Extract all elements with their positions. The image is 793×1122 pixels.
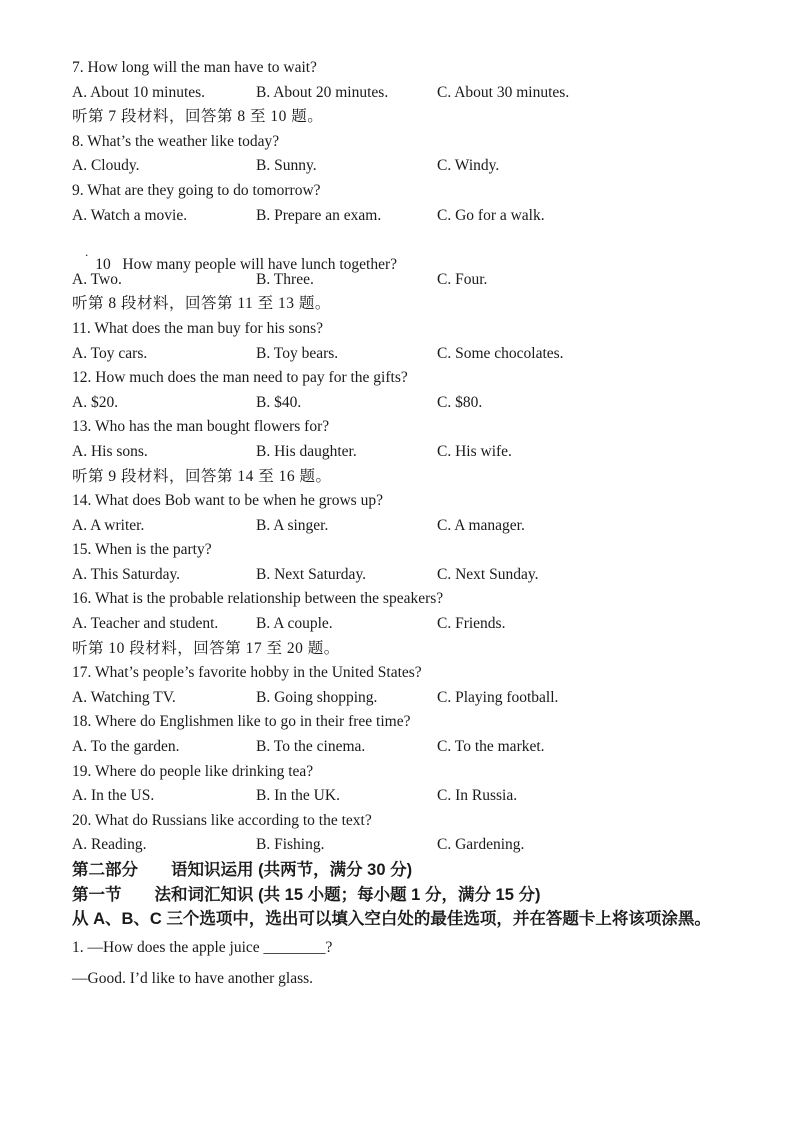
option-c: C. Go for a walk. (437, 206, 545, 224)
listening-instruction: 听第 8 段材料，回答第 11 至 13 题。 (72, 295, 331, 313)
option-c: C. Gardening. (437, 836, 525, 854)
option-a: A. Watching TV. (72, 688, 176, 706)
options-row-13 (72, 440, 753, 465)
option-b: B. A singer. (256, 516, 329, 534)
option-b: B. To the cinema. (256, 738, 366, 756)
option-c: C. Four. (437, 270, 488, 288)
options-row-19 (72, 784, 753, 809)
question-line-20: 20. What do Russians like according to the text? (72, 811, 372, 829)
option-a: A. $20. (72, 393, 119, 411)
option-c: C. A manager. (437, 516, 525, 534)
question-line-7: 7. How long will the man have to wait? (72, 59, 317, 76)
option-b: B. In the UK. (256, 787, 340, 805)
options-row-8 (72, 154, 753, 179)
option-b: B. About 20 minutes. (256, 83, 389, 101)
question-line-15: 15. When is the party? (72, 541, 212, 559)
option-b: B. Toy bears. (256, 344, 339, 362)
option-a: A. Two. (72, 270, 122, 288)
option-b: B. Fishing. (256, 836, 325, 854)
option-c: C. $80. (437, 393, 483, 411)
question-text: 10 How many people will have lunch together? (95, 255, 397, 273)
option-c: C. Windy. (437, 157, 500, 175)
option-c: C. Playing football. (437, 688, 559, 706)
question-line-12: 12. How much does the man need to pay for the gifts? (72, 369, 408, 387)
question-line-s2-1: 1. —How does the apple juice ________? (72, 938, 333, 956)
option-a: A. Watch a movie. (72, 206, 188, 224)
option-b: B. Prepare an exam. (256, 206, 382, 224)
options-row-20 (72, 833, 753, 858)
question-line-17: 17. What’s people’s favorite hobby in the United States? (72, 664, 422, 682)
options-row-11 (72, 342, 753, 367)
option-c: C. Next Sunday. (437, 565, 539, 583)
option-a: A. Cloudy. (72, 157, 140, 175)
option-a: A. This Saturday. (72, 565, 181, 583)
option-b: B. Going shopping. (256, 688, 378, 706)
options-row-9 (72, 204, 753, 229)
option-a: A. About 10 minutes. (72, 83, 206, 101)
options-row-14 (72, 514, 753, 539)
listening-instruction: 听第 7 段材料，回答第 8 至 10 题。 (72, 108, 324, 126)
option-a: A. Teacher and student. (72, 615, 219, 633)
stray-dot-artifact: . (85, 244, 89, 260)
question-line-13: 13. Who has the man bought flowers for? (72, 418, 330, 436)
option-b: B. Sunny. (256, 157, 317, 175)
options-row-12 (72, 391, 753, 416)
question-line-18: 18. Where do Englishmen like to go in their free time? (72, 713, 411, 731)
section-directions: 从 A、B、C 三个选项中，选出可以填入空白处的最佳选项，并在答题卡上将该项涂黑。 (72, 910, 711, 929)
question-line-10 (72, 228, 753, 273)
question-line-14: 14. What does Bob want to be when he grows up? (72, 492, 383, 510)
option-b: B. Next Saturday. (256, 565, 367, 583)
listening-instruction: 听第 9 段材料，回答第 14 至 16 题。 (72, 467, 332, 485)
option-a: A. Toy cars. (72, 344, 148, 362)
options-row-16 (72, 612, 753, 637)
option-c: C. His wife. (437, 442, 512, 460)
option-c: C. To the market. (437, 738, 545, 756)
section-header-part2: 第二部分 语知识运用 (共两节，满分 30 分) (72, 861, 413, 879)
question-line-19: 19. Where do people like drinking tea? (72, 762, 314, 780)
option-b: B. A couple. (256, 615, 333, 633)
options-row-17 (72, 686, 753, 711)
options-row-15 (72, 563, 753, 588)
option-b: B. His daughter. (256, 442, 357, 460)
option-c: C. Some chocolates. (437, 344, 564, 362)
option-a: A. His sons. (72, 442, 148, 460)
option-a: A. In the US. (72, 787, 155, 805)
question-line-11: 11. What does the man buy for his sons? (72, 319, 323, 337)
option-b: B. $40. (256, 393, 302, 411)
option-c: C. About 30 minutes. (437, 83, 570, 101)
question-line-16: 16. What is the probable relationship between the speakers? (72, 590, 444, 608)
listening-instruction: 听第 10 段材料，回答第 17 至 20 题。 (72, 639, 340, 657)
option-c: C. In Russia. (437, 787, 518, 805)
question-line-9: 9. What are they going to do tomorrow? (72, 181, 321, 199)
options-row-7 (72, 81, 753, 106)
question-line-8: 8. What’s the weather like today? (72, 132, 280, 150)
option-c: C. Friends. (437, 615, 506, 633)
option-a: A. Reading. (72, 836, 147, 854)
dialog-reply-line: —Good. I’d like to have another glass. (72, 969, 314, 987)
section-header-section1: 第一节 法和词汇知识 (共 15 小题；每小题 1 分，满分 15 分) (72, 885, 541, 904)
option-b: B. Three. (256, 270, 314, 288)
option-a: A. To the garden. (72, 738, 180, 756)
option-a: A. A writer. (72, 516, 145, 534)
options-row-18 (72, 735, 753, 760)
